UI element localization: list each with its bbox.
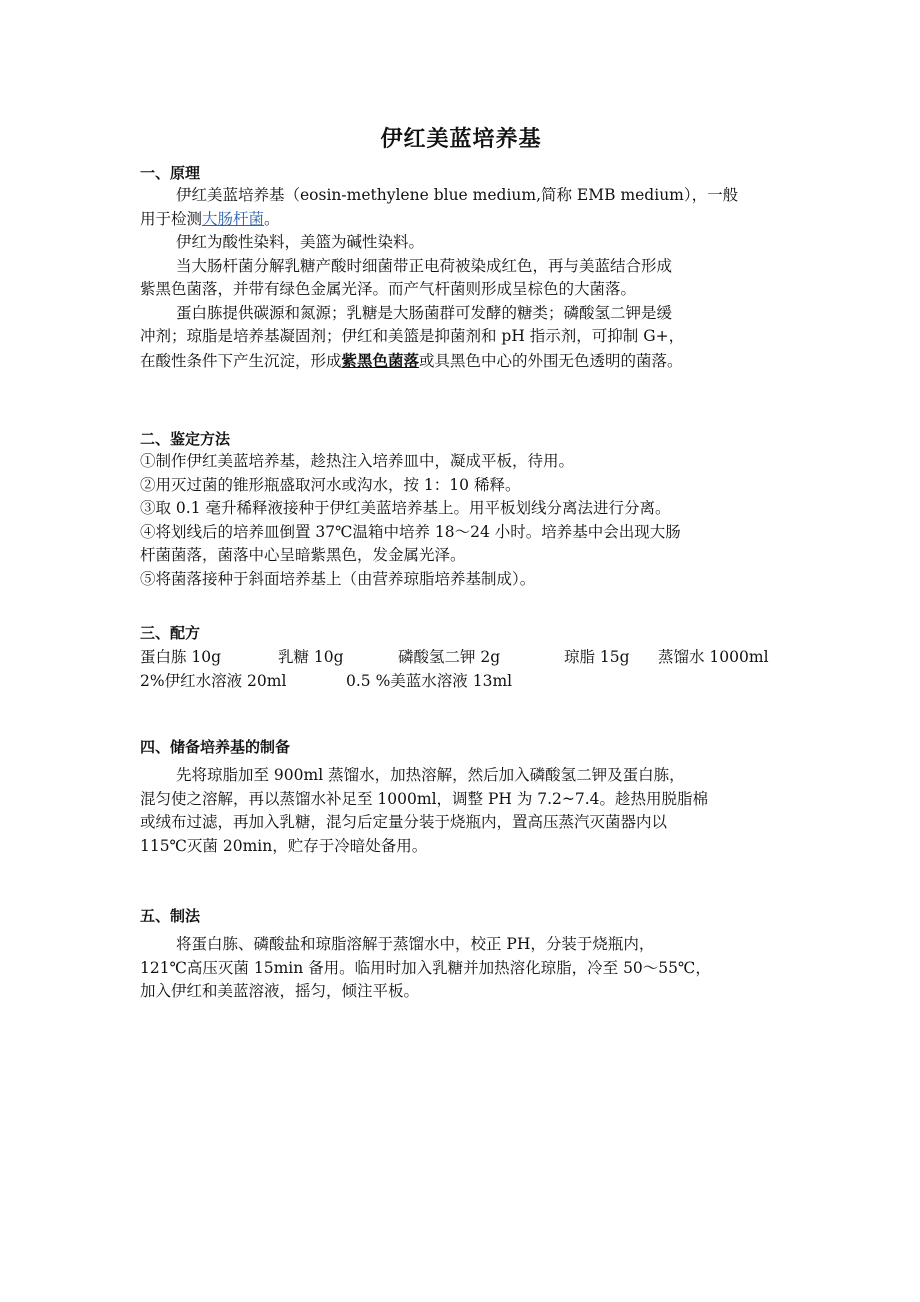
identification-step-5: ⑤将菌落接种于斜面培养基上（由营养琼脂培养基制成）。 [140,569,536,588]
formula-item-k2hpo4: 磷酸氢二钾 2g [398,648,501,666]
section-heading-preparation: 五、制法 [140,907,201,925]
identification-step-2: ②用灭过菌的锥形瓶盛取河水或沟水，按 1：10 稀释。 [140,475,521,494]
principle-p4-line3 [140,349,782,373]
stock-line-4: 115℃灭菌 20min，贮存于冷暗处备用。 [140,836,428,855]
purple-black-colony-emphasis: 紫黑色菌落 [341,350,420,370]
principle-p4-line2: 冲剂；琼脂是培养基凝固剂；伊红和美篮是抑菌剂和 pH 指示剂，可抑制 G+， [140,327,685,345]
formula-item-methylene-blue: 0.5 %美蓝水溶液 13ml [346,672,513,690]
stock-line-1: 先将琼脂加至 900ml 蒸馏水，加热溶解，然后加入磷酸氢二钾及蛋白胨， [176,766,685,784]
section-heading-identification: 二、鉴定方法 [140,430,231,448]
identification-step-4-line2: 杆菌菌落，菌落中心呈暗紫黑色，发金属光泽。 [140,546,466,564]
formula-item-lactose: 乳糖 10g [278,648,344,666]
formula-row-1 [140,645,800,669]
section-heading-formula: 三、配方 [140,624,201,642]
identification-step-1: ①制作伊红美蓝培养基，趁热注入培养皿中，凝成平板，待用。 [140,452,575,470]
principle-p3-line1: 当大肠杆菌分解乳糖产酸时细菌带正电荷被染成红色，再与美蓝结合形成 [176,256,673,275]
preparation-line-3: 加入伊红和美蓝溶液，摇匀，倾注平板。 [140,982,420,1000]
stock-line-3: 或绒布过滤，再加入乳糖，混匀后定量分装于烧瓶内，置高压蒸汽灭菌器内以 [140,813,668,831]
identification-step-3: ③取 0.1 毫升稀释液接种于伊红美蓝培养基上。用平板划线分离法进行分离。 [140,499,671,517]
principle-p1-line2-post: 。 [264,209,280,228]
stock-line-2: 混匀使之溶解，再以蒸馏水补足至 1000ml，调整 PH 为 7.2~7.4。趁热用脱脂棉 [140,789,709,808]
principle-p4-line3-pre: 在酸性条件下产生沉淀，形成 [140,351,342,370]
identification-step-4-line1: ④将划线后的培养皿倒置 37℃温箱中培养 18～24 小时。培养基中会出现大肠 [140,522,681,541]
section-heading-stock: 四、储备培养基的制备 [140,738,291,756]
formula-item-agar: 琼脂 15g [564,648,630,666]
ecoli-link[interactable]: 大肠杆菌 [202,209,265,228]
stock-body [140,764,782,858]
section-heading-principle: 一、原理 [140,164,201,182]
principle-p4-line1: 蛋白胨提供碳源和氮源；乳糖是大肠菌群可发酵的糖类；磷酸氢二钾是缓 [176,303,673,322]
principle-p1-line2-pre: 用于检测 [140,209,203,228]
preparation-line-1: 将蛋白胨、磷酸盐和琼脂溶解于蒸馏水中，校正 PH，分装于烧瓶内， [176,935,655,953]
preparation-line-2: 121℃高压灭菌 15min 备用。临用时加入乳糖并加热溶化琼脂，冷至 50～55℃， [140,958,711,977]
formula-item-water: 蒸馏水 1000ml [658,648,769,666]
principle-p1-line2 [140,208,782,232]
principle-p2: 伊红为酸性染料，美篮为碱性染料。 [176,233,425,251]
preparation-body [140,933,782,1004]
principle-body [140,184,782,372]
formula-item-peptone: 蛋白胨 10g [140,648,222,666]
formula-item-eosin: 2%伊红水溶液 20ml [140,672,287,690]
identification-body [140,450,782,591]
principle-p3-line2: 紫黑色菌落，并带有绿色金属光泽。而产气杆菌则形成呈棕色的大菌落。 [140,280,637,298]
principle-p4-line3-post: 或具黑色中心的外围无色透明的菌落。 [419,351,683,370]
document-title: 伊红美蓝培养基 [380,127,542,152]
formula-row-2 [140,669,800,693]
principle-p1-line1: 伊红美蓝培养基（eosin-methylene blue medium,简称 EMB medium），一般 [176,186,739,204]
